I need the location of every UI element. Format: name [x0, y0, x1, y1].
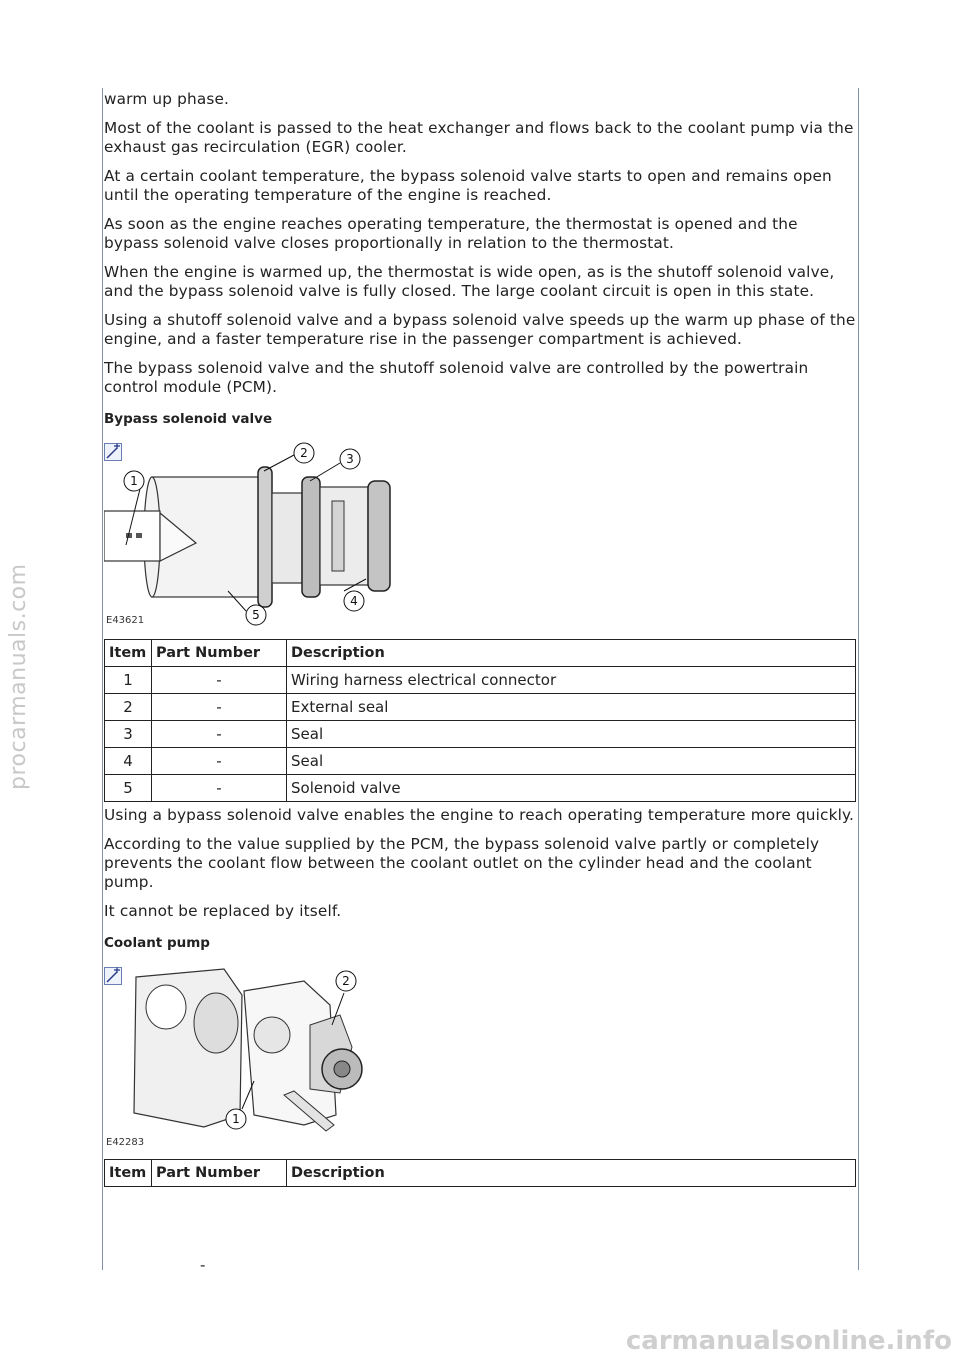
bypass-solenoid-valve-figure — [104, 441, 404, 631]
table-row — [105, 694, 856, 721]
paragraph: As soon as the engine reaches operating temperature, the thermostat is opened and the bypass solenoid valve closes proportionally in relation to the thermostat. — [104, 215, 798, 252]
paragraph: Most of the coolant is passed to the heat exchanger and flows back to the coolant pump via the exhaust gas recirculation (EGR) cooler. — [104, 119, 854, 156]
part-number-cell: - — [152, 775, 287, 802]
zoom-icon[interactable] — [104, 443, 122, 461]
item-cell: 4 — [105, 748, 152, 775]
paragraph: At a certain coolant temperature, the bypass solenoid valve starts to open and remains open until the operating temperature of the engine is reached. — [104, 167, 832, 204]
column-header: Description — [287, 640, 856, 667]
item-cell: 1 — [105, 667, 152, 694]
coolant-pump-figure — [104, 965, 404, 1151]
paragraph: Using a bypass solenoid valve enables the engine to reach operating temperature more quickly. — [104, 806, 855, 824]
paragraph: According to the value supplied by the PCM, the bypass solenoid valve partly or completely prevents the coolant flow between the coolant outlet on the cylinder head and the coolant pump. — [104, 835, 820, 891]
item-cell: 3 — [105, 721, 152, 748]
part-number-cell: - — [152, 667, 287, 694]
description-cell: Wiring harness electrical connector — [287, 667, 856, 694]
description-cell: Seal — [287, 748, 856, 775]
description-cell: External seal — [287, 694, 856, 721]
partial-table-cell: - — [200, 1256, 206, 1274]
description-cell: Solenoid valve — [287, 775, 856, 802]
paragraph: When the engine is warmed up, the thermostat is wide open, as is the shutoff solenoid valve, and the bypass solenoid valve is fully closed. The large coolant circuit is open in this state. — [104, 263, 835, 300]
callout-label: 1 — [130, 474, 138, 488]
column-header: Part Number — [152, 640, 287, 667]
paragraph: Using a shutoff solenoid valve and a bypass solenoid valve speeds up the warm up phase of the engine, and a faster temperature rise in the passenger compartment is achieved. — [104, 311, 856, 348]
left-border-rule — [102, 88, 103, 1270]
callout-label: 3 — [346, 452, 354, 466]
right-border-rule — [858, 88, 859, 1270]
table-row — [105, 667, 856, 694]
column-header: Item — [105, 1160, 152, 1187]
manual-page-content — [104, 90, 856, 1187]
figure-code: E42283 — [106, 1137, 145, 1148]
paragraph: It cannot be replaced by itself. — [104, 902, 342, 920]
column-header: Item — [105, 640, 152, 667]
paragraph: warm up phase. — [104, 90, 230, 108]
table-header-row — [105, 640, 856, 667]
callout-label: 2 — [342, 974, 350, 988]
callout-label: 2 — [300, 446, 308, 460]
callout-label: 4 — [350, 594, 358, 608]
paragraph: The bypass solenoid valve and the shutoff solenoid valve are controlled by the powertrain control module (PCM). — [104, 359, 809, 396]
coolant-pump-parts-table — [104, 1159, 856, 1187]
part-number-cell: - — [152, 694, 287, 721]
callout-label: 1 — [232, 1112, 240, 1126]
bottom-watermark: carmanualsonline.info — [625, 1326, 952, 1356]
part-number-cell: - — [152, 721, 287, 748]
table-row — [105, 748, 856, 775]
description-cell: Seal — [287, 721, 856, 748]
section-heading-bypass-solenoid-valve: Bypass solenoid valve — [104, 411, 273, 427]
callout-label: 5 — [252, 608, 260, 622]
figure-code: E43621 — [106, 615, 145, 626]
table-row — [105, 775, 856, 802]
side-watermark: procarmanuals.com — [6, 563, 31, 790]
section-heading-coolant-pump: Coolant pump — [104, 935, 210, 951]
item-cell: 2 — [105, 694, 152, 721]
column-header: Description — [287, 1160, 856, 1187]
coolant-pump-drawing — [104, 965, 404, 1151]
zoom-icon[interactable] — [104, 967, 122, 985]
bypass-solenoid-valve-drawing — [104, 441, 404, 631]
column-header: Part Number — [152, 1160, 287, 1187]
item-cell: 5 — [105, 775, 152, 802]
bypass-solenoid-valve-parts-table — [104, 639, 856, 802]
table-header-row — [105, 1160, 856, 1187]
table-row — [105, 721, 856, 748]
part-number-cell: - — [152, 748, 287, 775]
